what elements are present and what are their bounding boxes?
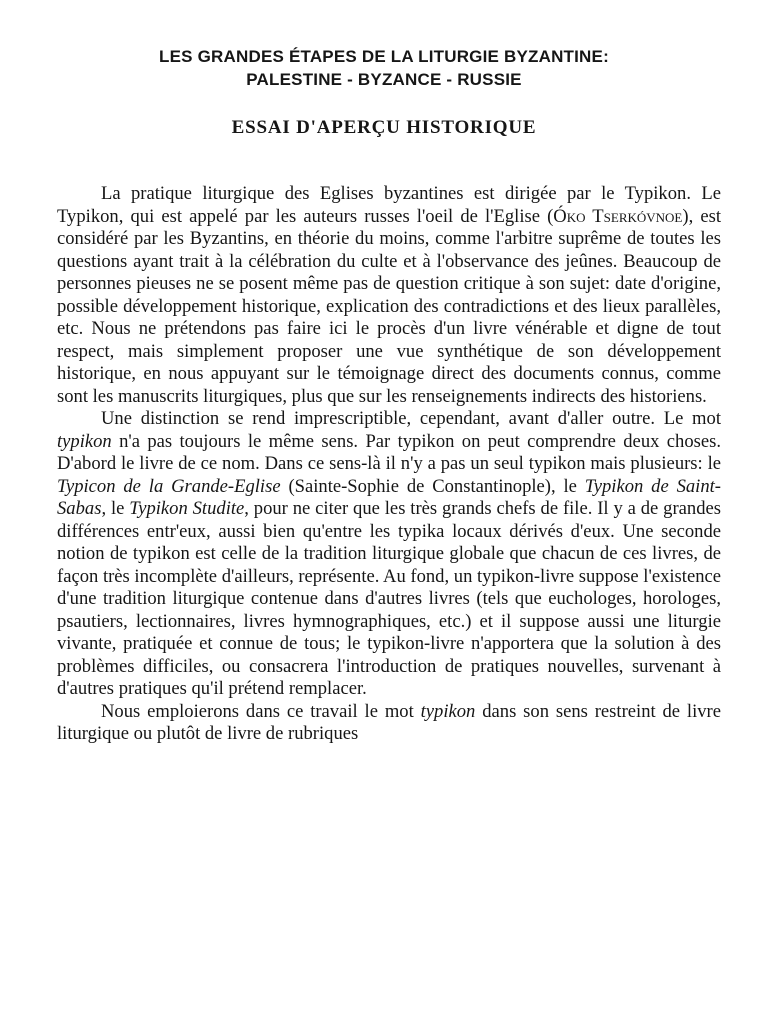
italic-text: Typikon de Saint-Sabas [57,475,721,519]
page-subtitle: ESSAI D'APERÇU HISTORIQUE [231,117,537,138]
paragraph [57,701,721,746]
body-text [57,183,721,746]
text-segment: , le [101,498,130,519]
text-segment: n'a pas toujours le même sens. Par typikon on peut comprendre deux choses. D'abord le livre de ce nom. Dans ce sens-là il n'y a pas un seul typikon mais plusieurs: le [57,430,721,474]
paragraph [57,408,721,701]
text-segment: dans son sens restreint de livre liturgique ou plutôt de livre de rubriques [57,700,721,744]
page-title-line-1: LES GRANDES ÉTAPES DE LA LITURGIE BYZANTINE: [159,47,609,66]
text-segment: ), est considéré par les Byzantins, en théorie du moins, comme l'arbitre suprême de toutes les questions ayant trait à la célébration du culte et à l'observance des jeûnes. Beaucoup de personnes pieuses ne se posent même pas de question critique à son sujet: date d'origine, possible développement historique, explication des contradictions et des lieux parallèles, etc. Nous ne prétendons pas faire ici le procès d'un livre vénérable et digne de tout respect, mais simplement proposer une vue synthétique de son développement historique, en nous appuyant sur le témoignage direct des documents connus, comme sont les manuscrits liturgiques, plus que sur les renseignements indirects des historiens. [57,205,721,407]
text-segment: Une distinction se rend imprescriptible, cependant, avant d'aller outre. Le mot [101,408,721,429]
small-caps-text: Óko Tserkóvnoe [553,205,683,227]
paragraph [57,183,721,408]
text-segment: , pour ne citer que les très grands chefs de file. Il y a de grandes différences entr'eux, aussi bien qu'entre les typika locaux dérivés d'eux. Une seconde notion de typikon est celle de la tradition liturgique globale que chacun de ces livres, de façon très incomplète d'ailleurs, représente. Au fond, un typikon-livre suppose l'existence d'une tradition liturgique contenue dans d'autres livres (tels que euchologes, horologes, psautiers, lectionnaires, livres hymnographiques, etc.) et il suppose aussi une liturgie vivante, pratiquée et connue de tous; le typikon-livre n'apportera que la solution à des problèmes difficiles, ou consacrera l'introduction de pratiques nouvelles, survenant à d'autres pratiques qu'il prétend remplacer. [57,498,721,699]
italic-text: Typicon de la Grande-Eglise [57,475,281,497]
italic-text: typikon [57,430,112,452]
text-segment: (Sainte-Sophie de Constantinople), le [280,475,585,497]
italic-text: typikon [420,700,476,722]
page-title-line-2: PALESTINE - BYZANCE - RUSSIE [246,70,522,89]
text-segment: La pratique liturgique des Eglises byzantines est dirigée par le Typikon. Le Typikon, qui est appelé par les auteurs russes l'oeil de l'Eglise ( [57,183,721,227]
italic-text: Typikon Studite [129,498,245,519]
text-segment: Nous emploierons dans ce travail le mot [101,700,421,722]
